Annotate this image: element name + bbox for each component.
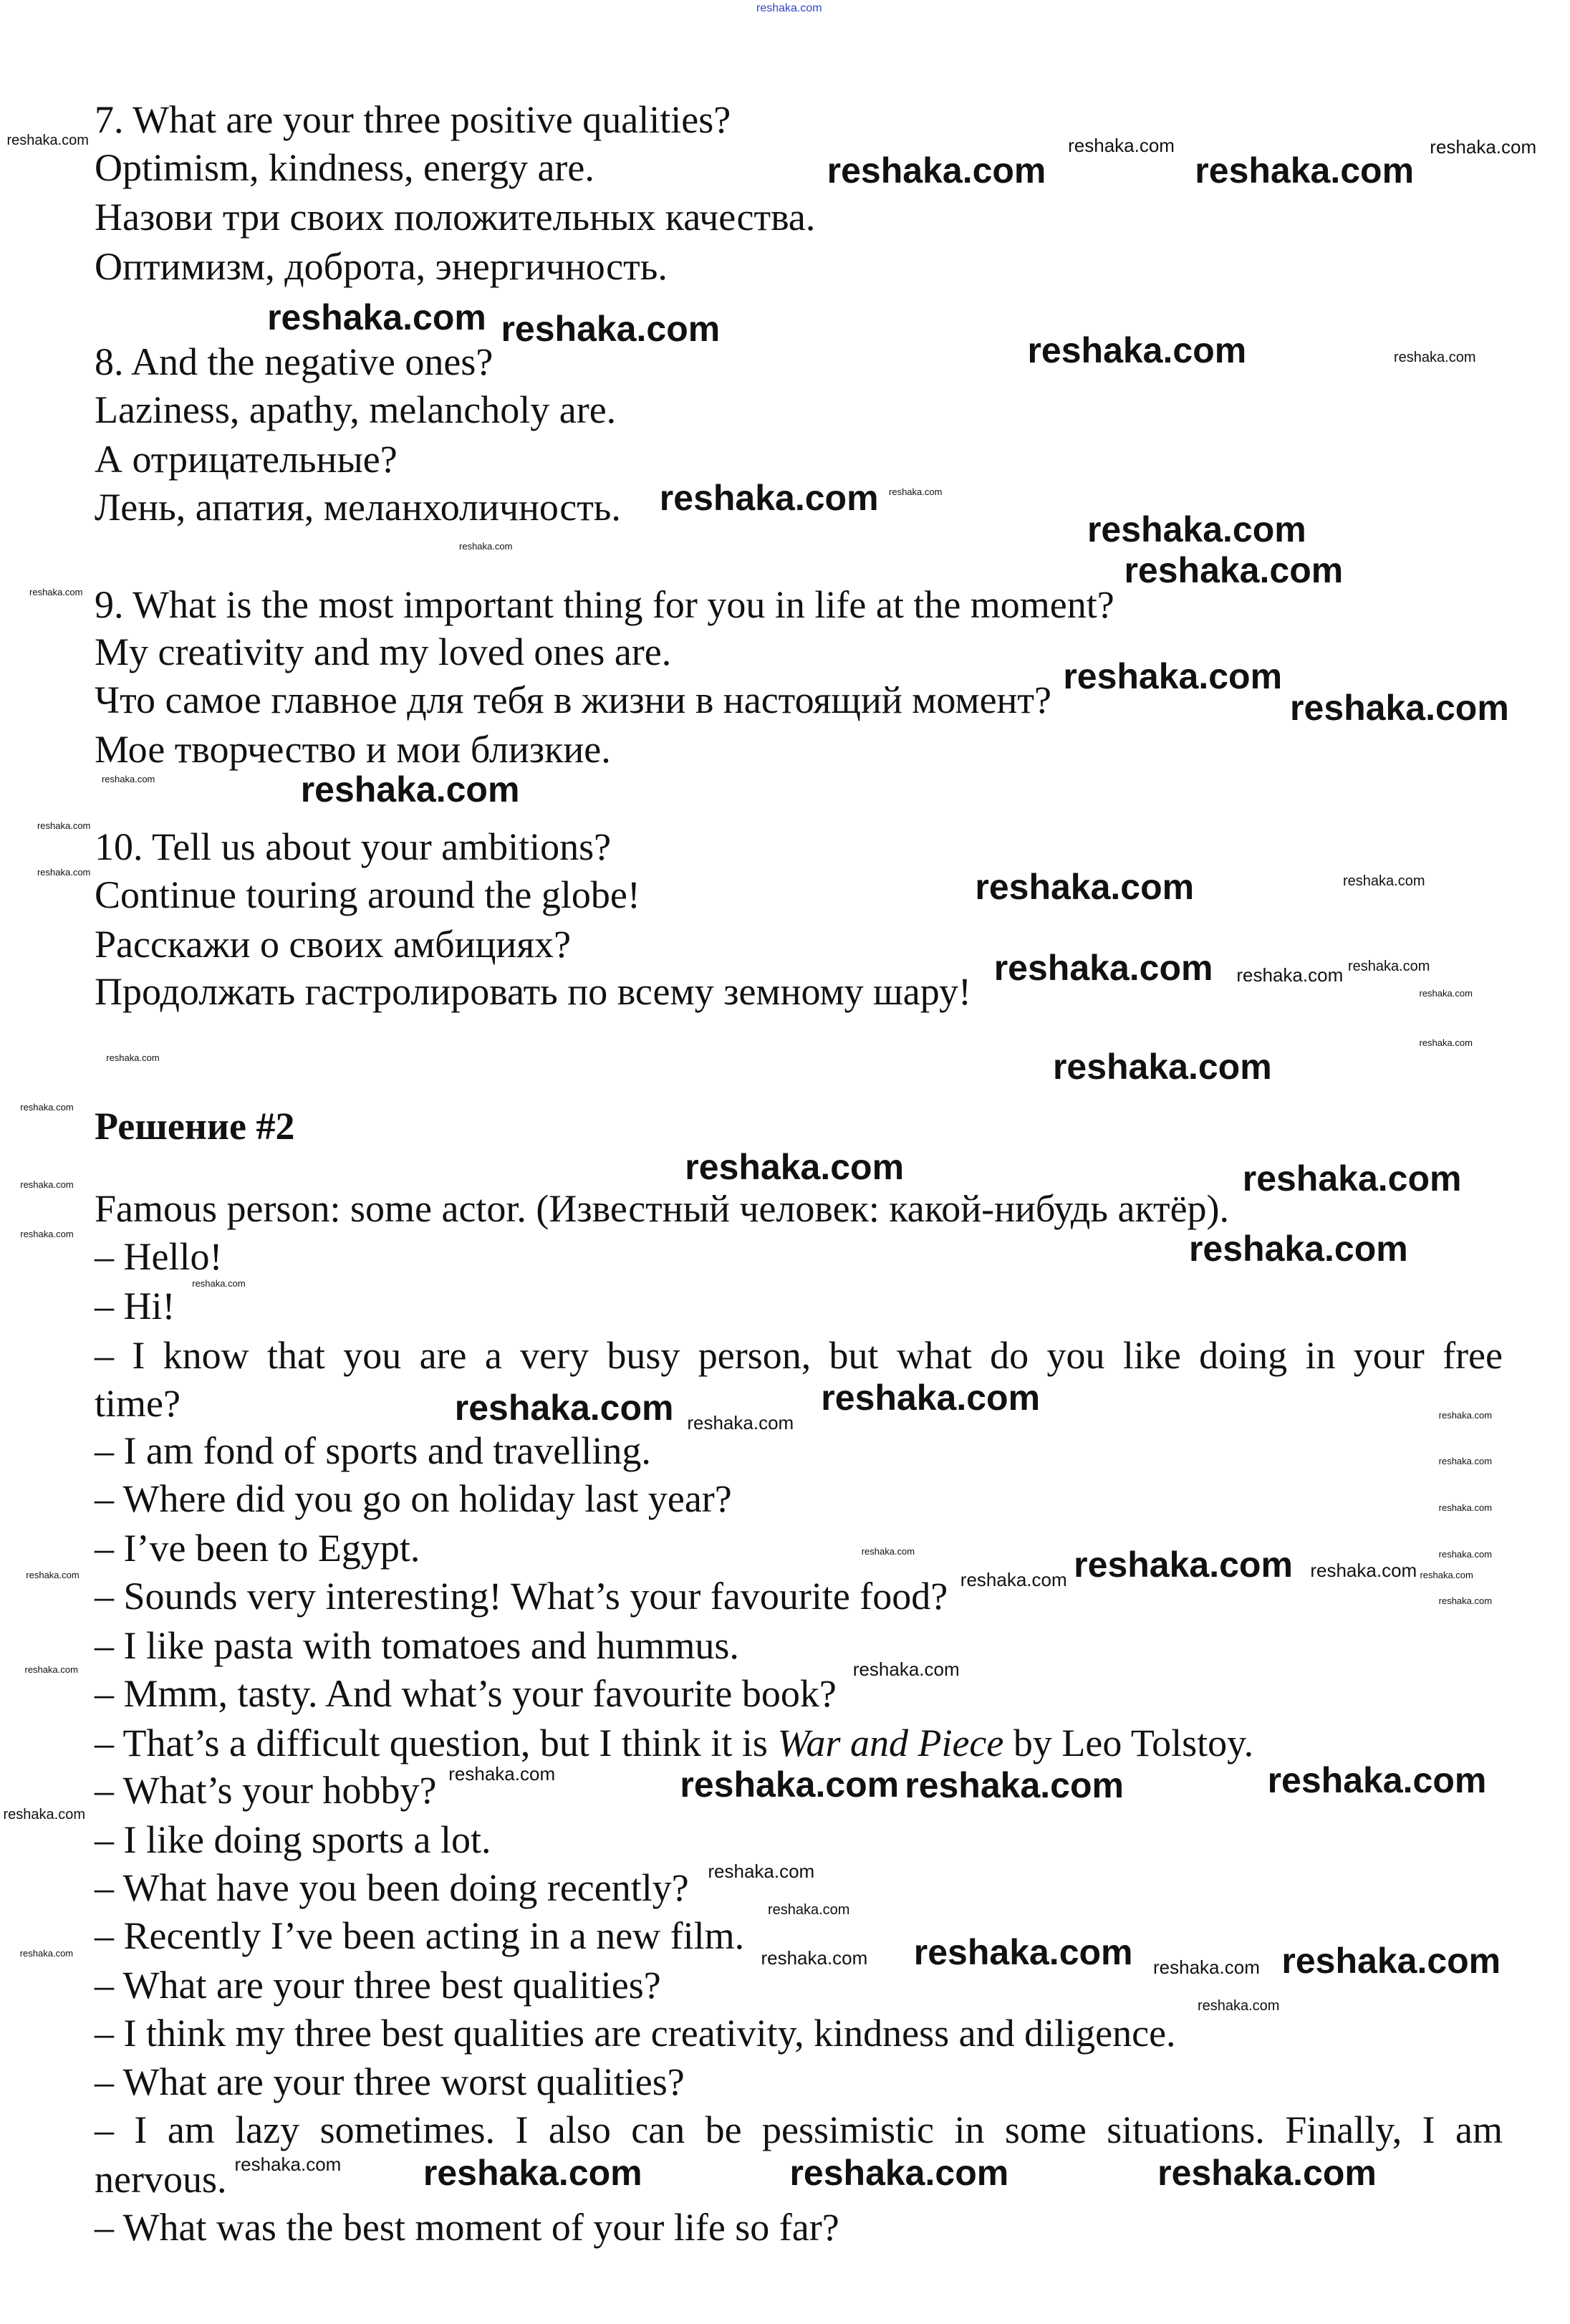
text-line: – I like doing sports a lot. — [95, 1818, 491, 1862]
watermark: reshaka.com — [1419, 987, 1473, 999]
watermark: reshaka.com — [101, 774, 155, 785]
watermark: reshaka.com — [789, 2153, 1009, 2194]
text-line: 7. What are your three positive qualities? — [95, 98, 731, 142]
watermark: reshaka.com — [454, 1387, 674, 1428]
text-line: А отрицательные? — [95, 438, 398, 481]
text-line: – What are your three best qualities? — [95, 1963, 661, 2007]
watermark: reshaka.com — [913, 1931, 1133, 1972]
text-line: time? — [95, 1381, 180, 1425]
text-line: 10. Tell us about your ambitions? — [95, 825, 612, 868]
watermark: reshaka.com — [1242, 1158, 1462, 1199]
watermark: reshaka.com — [1157, 2153, 1377, 2194]
text-line: 8. And the negative ones? — [95, 340, 493, 384]
text-line: – Hi! — [95, 1284, 175, 1327]
text-line: Расскажи о своих амбициях? — [95, 922, 572, 966]
watermark: reshaka.com — [708, 1860, 815, 1883]
text-line: Famous person: some actor. (Известный человек: какой-нибудь актёр). — [95, 1187, 1230, 1231]
book-title: War and Piece — [777, 1721, 1004, 1764]
watermark: reshaka.com — [905, 1765, 1124, 1806]
watermark: reshaka.com — [1153, 1956, 1260, 1978]
watermark: reshaka.com — [680, 1764, 900, 1805]
watermark: reshaka.com — [1074, 1545, 1293, 1585]
watermark: reshaka.com — [1310, 1560, 1417, 1582]
watermark: reshaka.com — [1027, 330, 1247, 370]
watermark: reshaka.com — [1343, 873, 1425, 889]
text-line: – Mmm, tasty. And what’s your favourite book? — [95, 1671, 837, 1715]
watermark: reshaka.com — [6, 133, 89, 149]
watermark: reshaka.com — [1438, 1409, 1493, 1421]
watermark: reshaka.com — [3, 1806, 85, 1823]
watermark: reshaka.com — [300, 769, 520, 810]
text-line: nervous. — [95, 2158, 227, 2201]
watermark: reshaka.com — [29, 587, 83, 598]
text-line: – I know that you are a very busy person, but what do you like doing in your free — [95, 1333, 1503, 1377]
watermark: reshaka.com — [1052, 1046, 1272, 1087]
watermark: reshaka.com — [761, 1947, 868, 1969]
text-line: – Where did you go on holiday last year? — [95, 1477, 732, 1521]
text-line: – What have you been doing recently? — [95, 1866, 689, 1910]
text-line: Continue touring around the globe! — [95, 873, 640, 916]
section-heading: Решение #2 — [95, 1105, 295, 1148]
watermark: reshaka.com — [1188, 1229, 1408, 1269]
text-line: Оптимизм, доброта, энергичность. — [95, 244, 668, 288]
watermark: reshaka.com — [1195, 150, 1415, 191]
watermark: reshaka.com — [501, 309, 721, 350]
text-line: 9. What is the most important thing for you in life at the moment? — [95, 582, 1114, 626]
watermark: reshaka.com — [1281, 1941, 1501, 1982]
watermark: reshaka.com — [20, 1101, 74, 1113]
watermark: reshaka.com — [192, 1278, 246, 1289]
text-line: Мое творчество и мои близкие. — [95, 728, 611, 772]
text-line: – I think my three best qualities are creativity, kindness and diligence. — [95, 2011, 1176, 2055]
watermark: reshaka.com — [1419, 1037, 1473, 1048]
watermark: reshaka.com — [852, 1658, 960, 1681]
watermark: reshaka.com — [20, 1179, 74, 1191]
text-line: – Sounds very interesting! What’s your favourite food? — [95, 1574, 948, 1618]
watermark: reshaka.com — [37, 820, 91, 832]
text-line: – I like pasta with tomatoes and hummus. — [95, 1623, 739, 1667]
watermark: reshaka.com — [1236, 964, 1344, 986]
watermark: reshaka.com — [685, 1147, 905, 1188]
watermark: reshaka.com — [821, 1378, 1041, 1418]
text-line: Optimism, kindness, energy are. — [95, 145, 594, 189]
watermark: reshaka.com — [1394, 350, 1476, 366]
watermark: reshaka.com — [1068, 134, 1175, 156]
watermark: reshaka.com — [37, 866, 91, 878]
text-line: Продолжать гастролировать по всему земному шару! — [95, 970, 971, 1014]
watermark: reshaka.com — [1438, 1595, 1493, 1606]
text-line: Лень, апатия, меланхоличность. — [95, 485, 621, 529]
text-line: – I am fond of sports and travelling. — [95, 1429, 651, 1473]
watermark: reshaka.com — [19, 1948, 74, 1959]
text-line: – That’s a difficult question, but I think it is War and Piece by Leo Tolstoy. — [95, 1721, 1254, 1764]
text-line: – I’ve been to Egypt. — [95, 1527, 420, 1570]
watermark: reshaka.com — [459, 540, 513, 552]
text-line: Что самое главное для тебя в жизни в настоящий момент? — [95, 678, 1051, 722]
watermark: reshaka.com — [20, 1229, 74, 1240]
watermark: reshaka.com — [1438, 1548, 1493, 1560]
watermark: reshaka.com — [1290, 687, 1509, 728]
header-watermark: reshaka.com — [756, 2, 822, 14]
watermark: reshaka.com — [448, 1762, 556, 1785]
book-author: by Leo Tolstoy. — [1003, 1721, 1254, 1764]
watermark: reshaka.com — [1438, 1456, 1493, 1467]
text-line: – What’s your hobby? — [95, 1769, 437, 1812]
watermark: reshaka.com — [1347, 958, 1430, 974]
watermark: reshaka.com — [1087, 509, 1306, 550]
watermark: reshaka.com — [234, 2153, 342, 2175]
text-line: Назови три своих положительных качества. — [95, 195, 816, 239]
watermark: reshaka.com — [1063, 656, 1283, 696]
watermark: reshaka.com — [659, 478, 879, 519]
watermark: reshaka.com — [960, 1568, 1067, 1590]
watermark: reshaka.com — [993, 947, 1213, 988]
text-line: – Recently I’ve been acting in a new film. — [95, 1914, 745, 1957]
watermark: reshaka.com — [861, 1545, 915, 1557]
watermark: reshaka.com — [1197, 1998, 1280, 2014]
text-line: Laziness, apathy, melancholy are. — [95, 388, 617, 432]
text-line: – What was the best moment of your life so far? — [95, 2206, 839, 2249]
watermark: reshaka.com — [267, 297, 486, 337]
watermark: reshaka.com — [1420, 1570, 1473, 1581]
watermark: reshaka.com — [1430, 135, 1537, 158]
text-line: My creativity and my loved ones are. — [95, 630, 672, 674]
watermark: reshaka.com — [1438, 1502, 1493, 1514]
watermark: reshaka.com — [975, 867, 1195, 908]
watermark: reshaka.com — [827, 150, 1046, 191]
watermark: reshaka.com — [1267, 1759, 1487, 1800]
watermark: reshaka.com — [767, 1902, 850, 1919]
watermark: reshaka.com — [106, 1052, 160, 1063]
watermark: reshaka.com — [26, 1570, 80, 1581]
watermark: reshaka.com — [24, 1663, 78, 1675]
watermark: reshaka.com — [1124, 549, 1344, 590]
text-line: – Hello! — [95, 1234, 223, 1278]
watermark: reshaka.com — [687, 1411, 794, 1434]
text-line: – What are your three worst qualities? — [95, 2060, 685, 2104]
text-line: – I am lazy sometimes. I also can be pessimistic in some situations. Finally, I am — [95, 2108, 1503, 2152]
watermark: reshaka.com — [889, 486, 943, 498]
watermark: reshaka.com — [423, 2153, 642, 2194]
